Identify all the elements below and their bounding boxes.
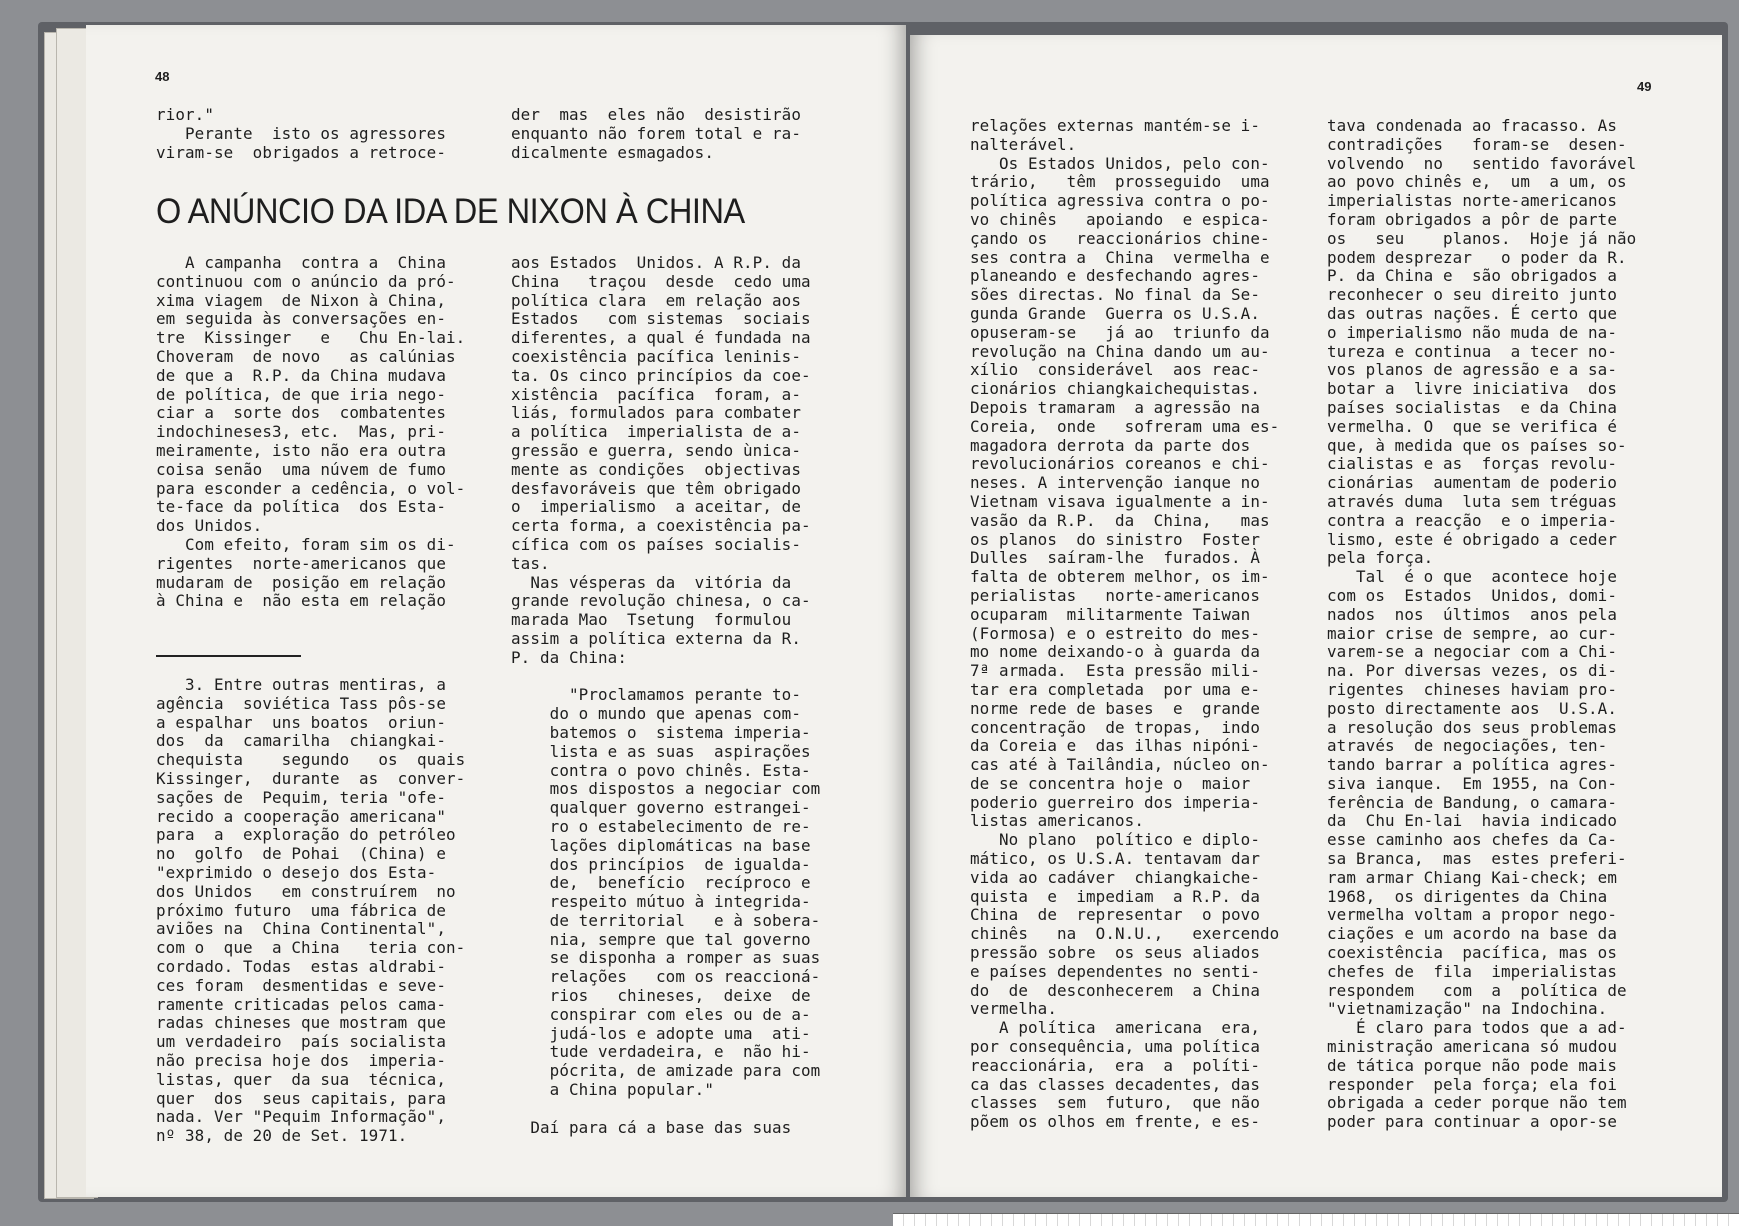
page-number: 48: [155, 69, 170, 84]
right-page: [910, 35, 1722, 1197]
body-column-2: tava condenada ao fracasso. As contradições foram-se desen- volvendo no sentido favorável ao povo chinês e, um a um, os imperialistas norte-americanos foram obrigados a pôr de parte os seu planos. Hoje já não podem desprezar o poder da R. P. da China e são obrigados a reconhecer o seu direito junto das outras nações. É certo que o imperialismo não muda de na- tureza e continua a tecer no- vos planos de agressão e a sa- botar a livre iniciativa dos países socialistas e da China vermelha. O que se verifica é que, à medida que os países so- cialistas e as forças revolu- cionárias aumentam de poderio através duma luta sem tréguas contra a reacção e o imperia- lismo, este é obrigado a ceder pela força. Tal é o que acontece hoje com os Estados Unidos, domi- nados nos últimos anos pela maior crise de sempre, ao cur- varem-se a negociar com a Chi- na. Por diversas vezes, os di- rigentes chineses haviam pro- posto directamente aos U.S.A. a resolução dos seus problemas através de negociações, ten- tando barrar a política agres- siva ianque. Em 1955, na Con- ferência de Bandung, o camara- da Chu En-lai havia indicado esse caminho aos chefes da Ca- sa Branca, mas estes preferi- ram armar Chiang Kai-check; em 1968, os dirigentes da China vermelha voltam a propor nego- ciações e um acordo na base da coexistência pacífica, mas os chefes de fila imperialistas respondem com a política de "vietnamização" na Indochina. É claro para todos que a ad- ministração americana só mudou de tática porque não pode mais responder pela força; ela foi obrigada a ceder porque não tem poder para continuar a opor-se: [1327, 116, 1637, 1132]
footnote-divider: [156, 655, 301, 657]
body-column-1: relações externas mantém-se i- nalterável. Os Estados Unidos, pelo con- trário, têm prosseguido uma política agressiva contra o po- vo chinês apoiando e espica- çando os reaccionários chine- ses contra a China vermelha e planeando e desfechando agres- sões directas. No final da Se- gunda Grande Guerra os U.S.A. opuseram-se já ao triunfo da revolução na China dando um au- xílio considerável aos reac- cionários chiangkaichequistas. Depois tramaram a agressão na Coreia, onde sofreram uma es- magadora derrota da parte dos revolucionários coreanos e chi- neses. A intervenção ianque no Vietnam visava igualmente a in- vasão da R.P. da China, mas os planos do sinistro Foster Dulles saíram-lhe furados. À falta de obterem melhor, os im- perialistas norte-americanos ocuparam militarmente Taiwan (Formosa) e o estreito do mes- mo nome deixando-o à guarda da 7ª armada. Esta pressão mili- tar era completada por uma e- norme rede de bases e grande concentração de tropas, indo da Coreia e das ilhas nipóni- cas até à Tailândia, núcleo on- de se concentra hoje o maior poderio guerreiro dos imperia- listas americanos. No plano político e diplo- mático, os U.S.A. tentavam dar vida ao cadáver chiangkaiche- quista e impediam a R.P. da China de representar o povo chinês na O.N.U., exercendo pressão sobre os seus aliados e países dependentes no senti- do de desconhecerem a China vermelha. A política americana era, por consequência, uma política reaccionária, era a políti- ca das classes decadentes, das classes sem futuro, que não põem os olhos em frente, e es-: [970, 116, 1280, 1132]
article-title: O ANÚNCIO DA IDA DE NIXON À CHINA: [156, 192, 745, 231]
page-number: 49: [1637, 79, 1652, 94]
top-column-1: rior." Perante isto os agressores viram-se obrigados a retroce-: [156, 105, 447, 162]
body-column-1: A campanha contra a China continuou com o anúncio da pró- xima viagem de Nixon à China, em seguida às conversações en- tre Kissinger e Chu En-lai. Choveram de novo as calúnias de que a R.P. da China mudava de política, de que iria nego- ciar a sorte dos combatentes indochineses3, etc. Mas, pri- meiramente, isto não era outra coisa senão uma núvem de fumo para esconder a cedência, o vol- te-face da política dos Esta- dos Unidos. Com efeito, foram sim os di- rigentes norte-americanos que mudaram de posição em relação à China e não esta em relação: [156, 253, 466, 611]
footnote: 3. Entre outras mentiras, a agência soviética Tass pôs-se a espalhar uns boatos oriun- dos da camarilha chiangkai- chequista segundo os quais Kissinger, durante as conver- sações de Pequim, teria "ofe- recido a cooperação americana" para a exploração do petróleo no golfo de Pohai (China) e "exprimido o desejo dos Esta- dos Unidos em construírem no próximo futuro uma fábrica de aviões na China Continental", com o que a China teria con- cordado. Todas estas aldrabi- ces foram desmentidas e seve- ramente criticadas pelos cama- radas chineses que mostram que um verdadeiro país socialista não precisa hoje dos imperia- listas, quer da sua técnica, quer dos seus capitais, para nada. Ver "Pequim Informação", nº 38, de 20 de Set. 1971.: [156, 675, 466, 1146]
scale-ruler: [893, 1213, 1739, 1226]
body-column-2: aos Estados Unidos. A R.P. da China traçou desde cedo uma política clara em relação aos Estados com sistemas sociais diferentes, a qual é fundada na coexistência pacífica leninis- ta. Os cinco princípios da coe- xistência pacífica foram, a- liás, formulados para combater a política imperialista de a- gressão e guerra, sendo ùnica- mente as condições objectivas desfavoráveis que têm obrigado o imperialismo a aceitar, de certa forma, a coexistência pa- cífica com os países socialis- tas. Nas vésperas da vitória da grande revolução chinesa, o ca- marada Mao Tsetung formulou assim a política externa da R. P. da China: "Proclamamos perante to- do o mundo que apenas com- batemos o sistema imperia- lista e as suas aspirações contra o povo chinês. Esta- mos dispostos a negociar com qualquer governo estrangei- ro o estabelecimento de re- lações diplomáticas na base dos princípios de igualda- de, benefício recíproco e respeito mútuo à integrida- de territorial e à sobera- nia, sempre que tal governo se disponha a romper as suas relações com os reaccioná- rios chineses, deixe de conspirar com eles ou de a- judá-los e adopte uma ati- tude verdadeira, e não hi- pócrita, de amizade para com a China popular." Daí para cá a base das suas: [511, 253, 821, 1137]
top-column-2: der mas eles não desistirão enquanto não forem total e ra- dicalmente esmagados.: [511, 105, 802, 162]
left-page: [86, 25, 906, 1197]
